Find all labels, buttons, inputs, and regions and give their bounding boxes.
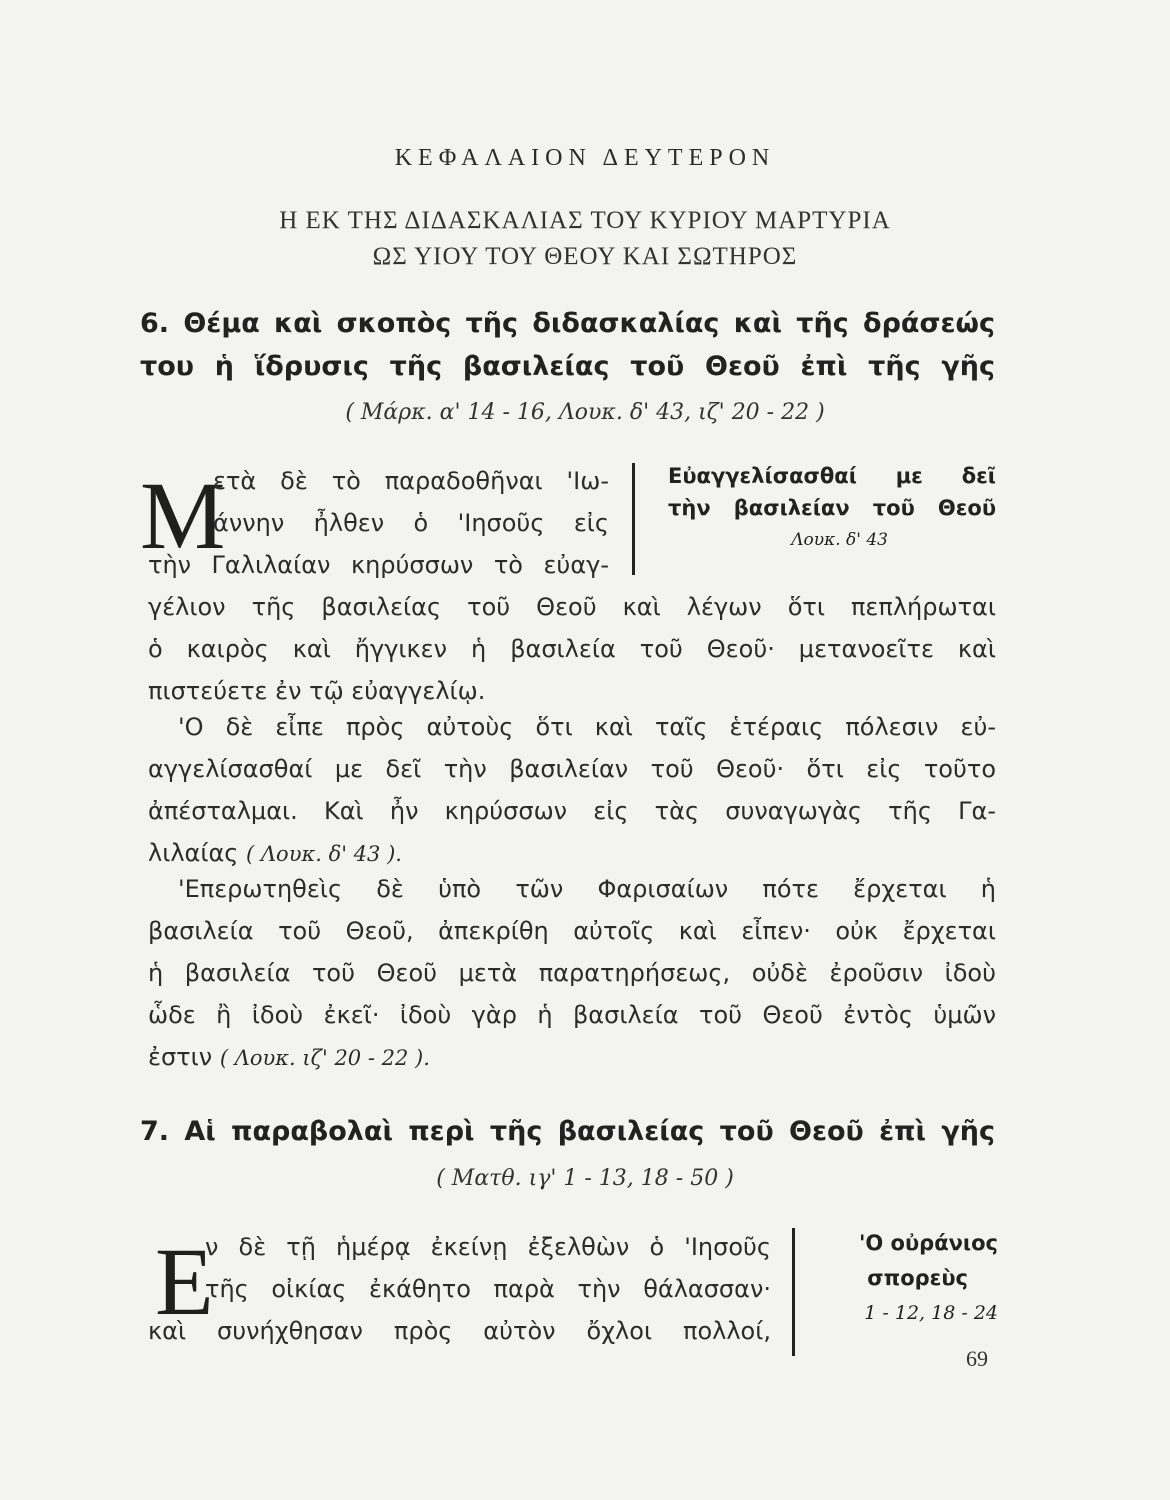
text-line: καὶ συνήχθησαν πρὸς αὐτὸν ὄχλοι πολλοί, [148,1317,771,1345]
chapter-heading: ΚΕΦΑΛΑΙΟΝ ΔΕΥΤΕΡΟΝ [394,145,776,171]
text-line: τὴν Γαλιλαίαν κηρύσσων τὸ εὐαγ- [148,551,609,579]
text-line: ν δὲ τῇ ἡμέρᾳ ἐκείνῃ ἐξελθὼν ὁ 'Ιησοῦς [205,1233,771,1261]
section-6-title-line1: 6. Θέμα καὶ σκοπὸς τῆς διδασκαλίας καὶ τῆς δράσεώς [140,308,995,339]
chapter-subtitle [0,203,1170,275]
section-6-title [140,302,995,388]
margin-note-line2: σπορεὺς [867,1266,968,1290]
text-segment: λιλαίας [148,839,239,867]
dropcap-letter: Ε [155,1228,214,1335]
text-line: 'Ο δὲ εἶπε πρὸς αὐτοὺς ὅτι καὶ ταῖς ἑτέραις πόλεσιν εὐ- [178,713,996,741]
chapter-subtitle-line1: Η ΕΚ ΤΗΣ ΔΙΔΑΣΚΑΛΙΑΣ ΤΟΥ ΚΥΡΙΟΥ ΜΑΡΤΥΡΙΑ [279,207,891,234]
text-line: ετὰ δὲ τὸ παραδοθῆναι 'Ιω- [213,467,609,495]
dropcap-letter: Μ [140,462,226,569]
page-number: 69 [966,1346,988,1371]
text-line: ἀπέσταλμαι. Καὶ ἦν κηρύσσων εἰς τὰς συναγωγὰς τῆς Γα- [148,797,996,825]
margin-note-line1: Εὐαγγελίσασθαί με δεῖ [668,464,996,488]
section-6-title-line2: του ἡ ἵδρυσις τῆς βασιλείας τοῦ Θεοῦ ἐπὶ τῆς γῆς [140,351,995,382]
text-segment: ἐστιν [148,1043,213,1071]
margin-note-section-7 [810,1226,998,1331]
margin-note-bar [792,1228,795,1356]
text-line: άννην ἦλθεν ὁ 'Ιησοῦς εἰς [213,509,609,537]
margin-note-line1: 'Ο οὐράνιος [858,1231,998,1255]
section-6-paragraph-3 [148,868,996,1078]
text-line: ἡ βασιλεία τοῦ Θεοῦ μετὰ παρατηρήσεως, οὐδὲ ἐροῦσιν ἰδοὺ [148,959,996,987]
text-line: ὁ καιρὸς καὶ ἤγγικεν ἡ βασιλεία τοῦ Θεοῦ· μετανοεῖτε καὶ [148,635,996,663]
section-7-reference: ( Ματθ. ιγ' 1 - 13, 18 - 50 ) [436,1166,734,1191]
section-6-paragraph-1-rest [148,586,996,712]
section-7-paragraph-1-line3 [148,1310,771,1352]
section-7-paragraph-1-start [205,1226,771,1310]
text-line: ὧδε ἢ ἰδοὺ ἐκεῖ· ἰδοὺ γὰρ ἡ βασιλεία τοῦ Θεοῦ ἐντὸς ὑμῶν [148,1001,996,1029]
section-7-title: 7. Αἱ παραβολαὶ περὶ τῆς βασιλείας τοῦ Θεοῦ ἐπὶ γῆς [140,1116,995,1147]
text-line: 'Επερωτηθεὶς δὲ ὑπὸ τῶν Φαρισαίων πότε ἔρχεται ἡ [178,875,996,903]
margin-note-line2: τὴν βασιλείαν τοῦ Θεοῦ [668,496,996,520]
text-line: τῆς οἰκίας ἐκάθητο παρὰ τὴν θάλασσαν· [205,1275,771,1303]
text-line: βασιλεία τοῦ Θεοῦ, ἀπεκρίθη αὐτοῖς καὶ εἶπεν· οὐκ ἔρχεται [148,917,996,945]
chapter-subtitle-line2: ΩΣ ΥΙΟΥ ΤΟΥ ΘΕΟΥ ΚΑΙ ΣΩΤΗΡΟΣ [372,243,798,270]
section-6-paragraph-1-line3 [148,544,609,586]
inline-reference: ( Λουκ. ιζ' 20 - 22 ). [219,1046,430,1070]
inline-reference: ( Λουκ. δ' 43 ). [246,842,402,866]
text-line: πιστεύετε ἐν τῷ εὐαγγελίῳ. [148,677,486,705]
section-6-paragraph-1-start [213,460,609,544]
text-line: γέλιον τῆς βασιλείας τοῦ Θεοῦ καὶ λέγων ὅτι πεπλήρωται [148,593,996,621]
text-line: αγγελίσασθαί με δεῖ τὴν βασιλείαν τοῦ Θεοῦ· ὅτι εἰς τοῦτο [148,755,996,783]
margin-note-reference: 1 - 12, 18 - 24 [864,1302,998,1324]
section-6-reference: ( Μάρκ. α' 14 - 16, Λουκ. δ' 43, ιζ' 20 - 22 ) [345,400,825,425]
text-line [148,1036,996,1078]
margin-note-bar [632,463,635,575]
margin-note-reference: Λουκ. δ' 43 [791,530,888,550]
section-6-paragraph-2 [148,706,996,874]
margin-note-section-6 [668,460,996,556]
